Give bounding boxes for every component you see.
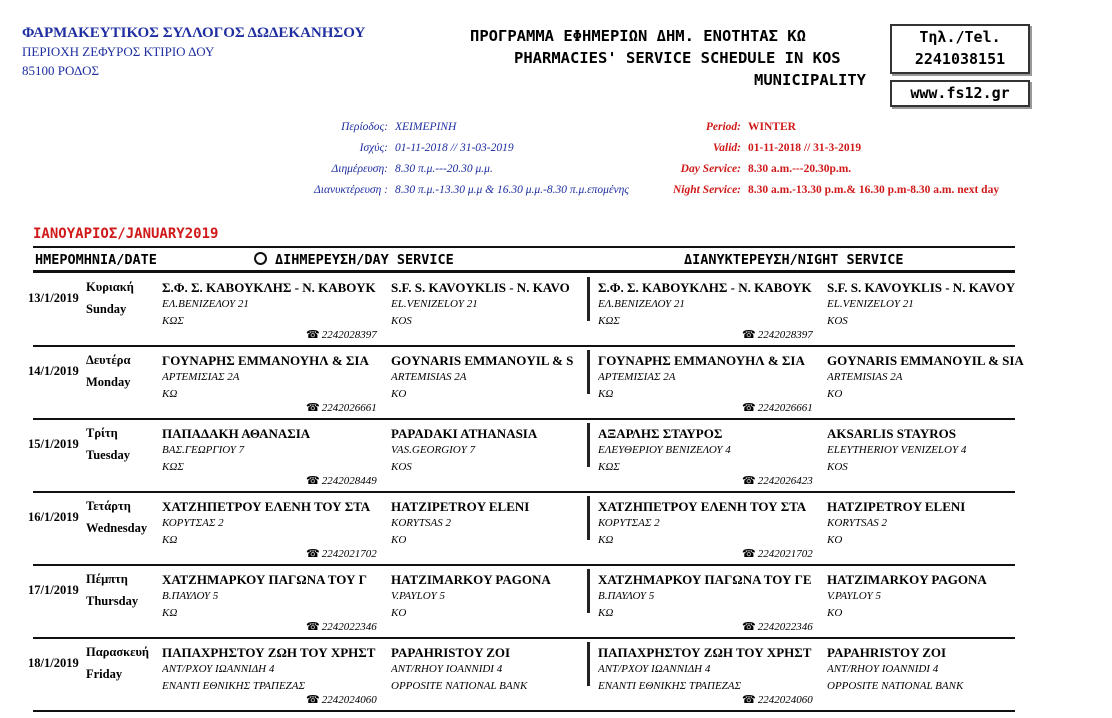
row-date: 16/1/2019 — [28, 510, 79, 524]
column-separator — [587, 496, 590, 540]
day-pharmacy-en — [391, 352, 581, 403]
pharmacy-name: ΑΞΑΡΛΗΣ ΣΤΑΥΡΟΣ — [598, 426, 723, 441]
night-hours-label-gr: Διανυκτέρευση : — [314, 184, 388, 196]
pharmacy-city: ΚΩ — [162, 607, 178, 619]
pharmacy-city: ΚΩΣ — [162, 315, 184, 327]
period-label-gr: Περίοδος: — [341, 121, 388, 133]
period-value-en: WINTER — [748, 121, 796, 133]
day-pharmacy-en — [391, 425, 581, 476]
title-line-2: PHARMACIES' SERVICE SCHEDULE IN KOS — [514, 49, 841, 67]
night-pharmacy-en — [827, 644, 1037, 695]
pharmacy-address: ΑΝΤ/ΡΧΟΥ ΙΩΑΝΝΙΔΗ 4 — [162, 663, 275, 675]
pharmacy-name: ΠΑΠΑΧΡΗΣΤΟΥ ΖΩΗ ΤΟΥ ΧΡΗΣΤ — [162, 645, 376, 660]
day-hours-value-en: 8.30 a.m.---20.30p.m. — [748, 163, 852, 175]
phone-number: 2242028397 — [757, 329, 813, 341]
night-pharmacy-phone — [742, 328, 813, 341]
pharmacy-name: PAPADAKI ATHANASIA — [391, 426, 538, 441]
pharmacy-name: PAPAHRISTOY ZOI — [827, 645, 947, 660]
row-date: 18/1/2019 — [28, 656, 79, 670]
pharmacy-address: ΕΛ.ΒΕΝΙΖΕΛΟΥ 21 — [162, 298, 249, 310]
phone-number: 2242028449 — [321, 475, 377, 487]
night-pharmacy-en — [827, 498, 1037, 549]
day-hours-value-gr: 8.30 π.μ.---20.30 μ.μ. — [395, 163, 493, 175]
pharmacy-city: KOS — [827, 461, 848, 473]
header-top-rule — [33, 246, 1015, 248]
column-separator — [587, 277, 590, 321]
pharmacy-address: EL.VENIZELOY 21 — [827, 298, 914, 310]
table-row — [0, 275, 1112, 348]
pharmacy-city: KOS — [391, 315, 412, 327]
month-title: ΙΑΝΟΥΑΡΙΟΣ/JANUARY2019 — [33, 226, 219, 242]
pharmacy-address: Β.ΠΑΥΛΟΥ 5 — [598, 590, 655, 602]
row-divider — [33, 564, 1015, 566]
pharmacy-city: ΚΩ — [162, 388, 178, 400]
pharmacy-address: V.PAYLOY 5 — [391, 590, 446, 602]
row-day-en: Monday — [86, 375, 131, 389]
date-column-header: ΗΜΕΡΟΜΗΝΙΑ/DATE — [35, 252, 157, 268]
night-pharmacy-gr — [598, 571, 824, 622]
night-pharmacy-gr — [598, 352, 824, 403]
night-service-column-header: ΔΙΑΝΥΚΤΕΡΕΥΣΗ/NIGHT SERVICE — [684, 252, 904, 268]
table-row — [0, 348, 1112, 421]
night-pharmacy-en — [827, 571, 1037, 622]
pharmacy-city: ΚΩΣ — [162, 461, 184, 473]
pharmacy-name: HATZIMARKOY PAGONA — [827, 572, 987, 587]
day-hours-label-en: Day Service: — [680, 163, 741, 175]
phone-number: 2242021702 — [321, 548, 377, 560]
pharmacy-address: ΚΟΡΥΤΣΑΣ 2 — [162, 517, 224, 529]
pharmacy-name: S.F. S. KAVOYKLIS - N. KAVOY — [827, 280, 1016, 295]
pharmacy-city: ΚΩ — [598, 388, 614, 400]
column-separator — [587, 350, 590, 394]
pharmacy-name: ΧΑΤΖΗΠΕΤΡΟΥ ΕΛΕΝΗ ΤΟΥ ΣΤΑ — [598, 499, 807, 514]
pharmacy-name: ΧΑΤΖΗΠΕΤΡΟΥ ΕΛΕΝΗ ΤΟΥ ΣΤΑ — [162, 499, 371, 514]
org-name: ΦΑΡΜΑΚΕΥΤΙΚΟΣ ΣΥΛΛΟΓΟΣ ΔΩΔΕΚΑΝΗΣΟΥ — [22, 25, 366, 41]
row-day-en: Wednesday — [86, 521, 148, 535]
table-row — [0, 567, 1112, 640]
pharmacy-address: ΕΛ.ΒΕΝΙΖΕΛΟΥ 21 — [598, 298, 685, 310]
row-divider — [33, 345, 1015, 347]
column-separator — [587, 423, 590, 467]
day-hours-label-gr: Διημέρευση: — [331, 163, 388, 175]
pharmacy-name: ΧΑΤΖΗΜΑΡΚΟΥ ΠΑΓΩΝΑ ΤΟΥ Γ — [162, 572, 367, 587]
row-date: 17/1/2019 — [28, 583, 79, 597]
row-day-gr: Παρασκευή — [86, 645, 150, 659]
pharmacy-name: ΓΟΥΝΑΡΗΣ ΕΜΜΑΝΟΥΗΛ & ΣΙΑ — [598, 353, 805, 368]
pharmacy-name: ΠΑΠΑΔΑΚΗ ΑΘΑΝΑΣΙΑ — [162, 426, 311, 441]
table-row — [0, 421, 1112, 494]
pharmacy-name: ΓΟΥΝΑΡΗΣ ΕΜΜΑΝΟΥΗΛ & ΣΙΑ — [162, 353, 369, 368]
night-pharmacy-gr — [598, 498, 824, 549]
phone-icon: ☎ — [306, 402, 320, 414]
phone-number: 2242026423 — [757, 475, 813, 487]
night-pharmacy-en — [827, 425, 1037, 476]
header-bottom-rule — [33, 270, 1015, 273]
day-pharmacy-phone — [306, 693, 377, 706]
pharmacy-city: KO — [827, 534, 843, 546]
valid-label-en: Valid: — [712, 142, 741, 154]
row-divider — [33, 710, 1015, 712]
pharmacy-city: KO — [391, 607, 407, 619]
day-pharmacy-en — [391, 644, 581, 695]
phone-number: 2242024060 — [321, 694, 377, 706]
row-divider — [33, 491, 1015, 493]
pharmacy-city: ΚΩ — [598, 534, 614, 546]
table-row — [0, 494, 1112, 567]
circle-icon — [254, 252, 267, 265]
pharmacy-address: ΑΝΤ/ΡΧΟΥ ΙΩΑΝΝΙΔΗ 4 — [598, 663, 711, 675]
day-pharmacy-gr — [162, 644, 388, 695]
day-pharmacy-phone — [306, 620, 377, 633]
pharmacy-address: KORYTSAS 2 — [391, 517, 452, 529]
night-hours-value-en: 8.30 a.m.-13.30 p.m.& 16.30 p.m-8.30 a.m. next day — [748, 184, 1000, 196]
night-pharmacy-phone — [742, 547, 813, 560]
day-pharmacy-gr — [162, 571, 388, 622]
day-pharmacy-phone — [306, 328, 377, 341]
row-day-en: Thursday — [86, 594, 139, 608]
phone-icon: ☎ — [306, 621, 320, 633]
row-date: 14/1/2019 — [28, 364, 79, 378]
pharmacy-name: ΧΑΤΖΗΜΑΡΚΟΥ ΠΑΓΩΝΑ ΤΟΥ ΓΕ — [598, 572, 812, 587]
day-pharmacy-en — [391, 571, 581, 622]
day-pharmacy-en — [391, 498, 581, 549]
pharmacy-name: PAPAHRISTOY ZOI — [391, 645, 511, 660]
period-value-gr: ΧΕΙΜΕΡΙΝΗ — [395, 121, 457, 133]
row-divider — [33, 418, 1015, 420]
night-pharmacy-gr — [598, 644, 824, 695]
phone-icon: ☎ — [742, 402, 756, 414]
phone-number: 2242026661 — [321, 402, 377, 414]
pharmacy-name: GOYNARIS EMMANOYIL & SIA — [827, 353, 1024, 368]
day-pharmacy-gr — [162, 425, 388, 476]
night-pharmacy-phone — [742, 693, 813, 706]
pharmacy-city: ΚΩ — [162, 534, 178, 546]
row-date: 13/1/2019 — [28, 291, 79, 305]
pharmacy-city: ΚΩ — [598, 607, 614, 619]
pharmacy-city: KO — [827, 388, 843, 400]
pharmacy-address: ΑΡΤΕΜΙΣΙΑΣ 2Α — [162, 371, 240, 383]
org-city: 85100 ΡΟΔΟΣ — [22, 63, 100, 78]
pharmacy-name: HATZIPETROY ELENI — [391, 499, 530, 514]
night-pharmacy-gr — [598, 279, 824, 330]
pharmacy-city: KO — [827, 607, 843, 619]
pharmacy-city: ΚΩΣ — [598, 315, 620, 327]
pharmacy-city: KOS — [391, 461, 412, 473]
phone-icon: ☎ — [306, 475, 320, 487]
phone-icon: ☎ — [742, 621, 756, 633]
pharmacy-name: ΠΑΠΑΧΡΗΣΤΟΥ ΖΩΗ ΤΟΥ ΧΡΗΣΤ — [598, 645, 812, 660]
night-pharmacy-phone — [742, 474, 813, 487]
day-pharmacy-phone — [306, 401, 377, 414]
phone-number: 2242024060 — [757, 694, 813, 706]
day-service-label: ΔΙΗΜΕΡΕΥΣΗ/DAY SERVICE — [275, 252, 454, 268]
pharmacy-address: ΒΑΣ.ΓΕΩΡΓΙΟΥ 7 — [162, 444, 245, 456]
pharmacy-city: ΕΝΑΝΤΙ ΕΘΝΙΚΗΣ ΤΡΑΠΕΖΑΣ — [162, 680, 306, 692]
day-service-column-header — [254, 252, 454, 268]
pharmacy-city: KO — [391, 388, 407, 400]
phone-icon: ☎ — [742, 475, 756, 487]
row-divider — [33, 637, 1015, 639]
pharmacy-address: ANT/RHOY IOANNIDI 4 — [391, 663, 503, 675]
column-separator — [587, 642, 590, 686]
pharmacy-address: ARTEMISIAS 2A — [391, 371, 467, 383]
phone-icon: ☎ — [742, 329, 756, 341]
pharmacy-address: KORYTSAS 2 — [827, 517, 888, 529]
tel-number: 2241038151 — [914, 50, 1006, 68]
organization-block — [22, 24, 365, 80]
night-pharmacy-gr — [598, 425, 824, 476]
day-pharmacy-gr — [162, 352, 388, 403]
pharmacy-city: OPPOSITE NATIONAL BANK — [827, 680, 964, 692]
phone-number: 2242022346 — [321, 621, 377, 633]
pharmacy-name: Σ.Φ. Σ. ΚΑΒΟΥΚΛΗΣ - Ν. ΚΑΒΟΥΚ — [598, 280, 812, 295]
row-day-en: Friday — [86, 667, 123, 681]
night-pharmacy-en — [827, 352, 1037, 403]
tel-label: Τηλ./Tel. — [919, 28, 1001, 46]
phone-icon: ☎ — [306, 694, 320, 706]
pharmacy-address: Β.ΠΑΥΛΟΥ 5 — [162, 590, 219, 602]
night-hours-label-en: Night Service: — [672, 184, 741, 196]
table-row — [0, 640, 1112, 713]
row-day-gr: Πέμπτη — [86, 572, 128, 586]
pharmacy-address: VAS.GEORGIOY 7 — [391, 444, 476, 456]
pharmacy-city: KOS — [827, 315, 848, 327]
phone-icon: ☎ — [306, 548, 320, 560]
day-pharmacy-en — [391, 279, 581, 330]
title-line-3: MUNICIPALITY — [754, 71, 866, 89]
day-pharmacy-gr — [162, 498, 388, 549]
row-day-gr: Τετάρτη — [86, 499, 131, 513]
pharmacy-city: ΕΝΑΝΤΙ ΕΘΝΙΚΗΣ ΤΡΑΠΕΖΑΣ — [598, 680, 742, 692]
valid-value-gr: 01-11-2018 // 31-03-2019 — [395, 142, 514, 154]
row-day-en: Tuesday — [86, 448, 131, 462]
pharmacy-address: ARTEMISIAS 2A — [827, 371, 903, 383]
day-pharmacy-gr — [162, 279, 388, 330]
title-line-1: ΠΡΟΓΡΑΜΜΑ ΕΦΗΜΕΡΙΩΝ ΔΗΜ. ΕΝΟΤΗΤΑΣ ΚΩ — [470, 27, 806, 45]
row-date: 15/1/2019 — [28, 437, 79, 451]
pharmacy-city: KO — [391, 534, 407, 546]
pharmacy-address: ΑΡΤΕΜΙΣΙΑΣ 2Α — [598, 371, 676, 383]
pharmacy-address: ELEYTHERIOY VENIZELOY 4 — [827, 444, 967, 456]
telephone-box — [890, 24, 1030, 74]
pharmacy-city: ΚΩΣ — [598, 461, 620, 473]
phone-number: 2242022346 — [757, 621, 813, 633]
pharmacy-name: AKSARLIS STAYROS — [827, 426, 956, 441]
phone-number: 2242026661 — [757, 402, 813, 414]
day-pharmacy-phone — [306, 547, 377, 560]
phone-icon: ☎ — [742, 694, 756, 706]
phone-icon: ☎ — [742, 548, 756, 560]
pharmacy-address: EL.VENIZELOY 21 — [391, 298, 478, 310]
pharmacy-address: ΕΛΕΥΘΕΡΙΟΥ ΒΕΝΙΖΕΛΟΥ 4 — [598, 444, 731, 456]
period-label-en: Period: — [705, 121, 741, 133]
phone-number: 2242021702 — [757, 548, 813, 560]
phone-icon: ☎ — [306, 329, 320, 341]
phone-number: 2242028397 — [321, 329, 377, 341]
night-pharmacy-phone — [742, 620, 813, 633]
pharmacy-city: OPPOSITE NATIONAL BANK — [391, 680, 528, 692]
pharmacy-name: HATZIPETROY ELENI — [827, 499, 966, 514]
org-address: ΠΕΡΙΟΧΗ ΖΕΦΥΡΟΣ ΚΤΙΡΙΟ ΔΟΥ — [22, 44, 215, 59]
row-day-gr: Κυριακή — [86, 280, 134, 294]
pharmacy-name: Σ.Φ. Σ. ΚΑΒΟΥΚΛΗΣ - Ν. ΚΑΒΟΥΚ — [162, 280, 376, 295]
pharmacy-address: ANT/RHOY IOANNIDI 4 — [827, 663, 939, 675]
pharmacy-address: ΚΟΡΥΤΣΑΣ 2 — [598, 517, 660, 529]
pharmacy-name: S.F. S. KAVOYKLIS - N. KAVO — [391, 280, 570, 295]
night-hours-value-gr: 8.30 π.μ.-13.30 μ.μ & 16.30 μ.μ.-8.30 π.μ.επομένης — [395, 184, 629, 196]
row-day-gr: Τρίτη — [86, 426, 118, 440]
pharmacy-name: GOYNARIS EMMANOYIL & S — [391, 353, 574, 368]
night-pharmacy-en — [827, 279, 1037, 330]
row-day-gr: Δευτέρα — [86, 353, 131, 367]
day-pharmacy-phone — [306, 474, 377, 487]
valid-value-en: 01-11-2018 // 31-3-2019 — [748, 142, 862, 154]
valid-label-gr: Ισχύς: — [359, 142, 388, 154]
column-separator — [587, 569, 590, 613]
night-pharmacy-phone — [742, 401, 813, 414]
pharmacy-address: V.PAYLOY 5 — [827, 590, 882, 602]
website-link[interactable]: www.fs12.gr — [890, 80, 1030, 107]
pharmacy-name: HATZIMARKOY PAGONA — [391, 572, 551, 587]
row-day-en: Sunday — [86, 302, 127, 316]
